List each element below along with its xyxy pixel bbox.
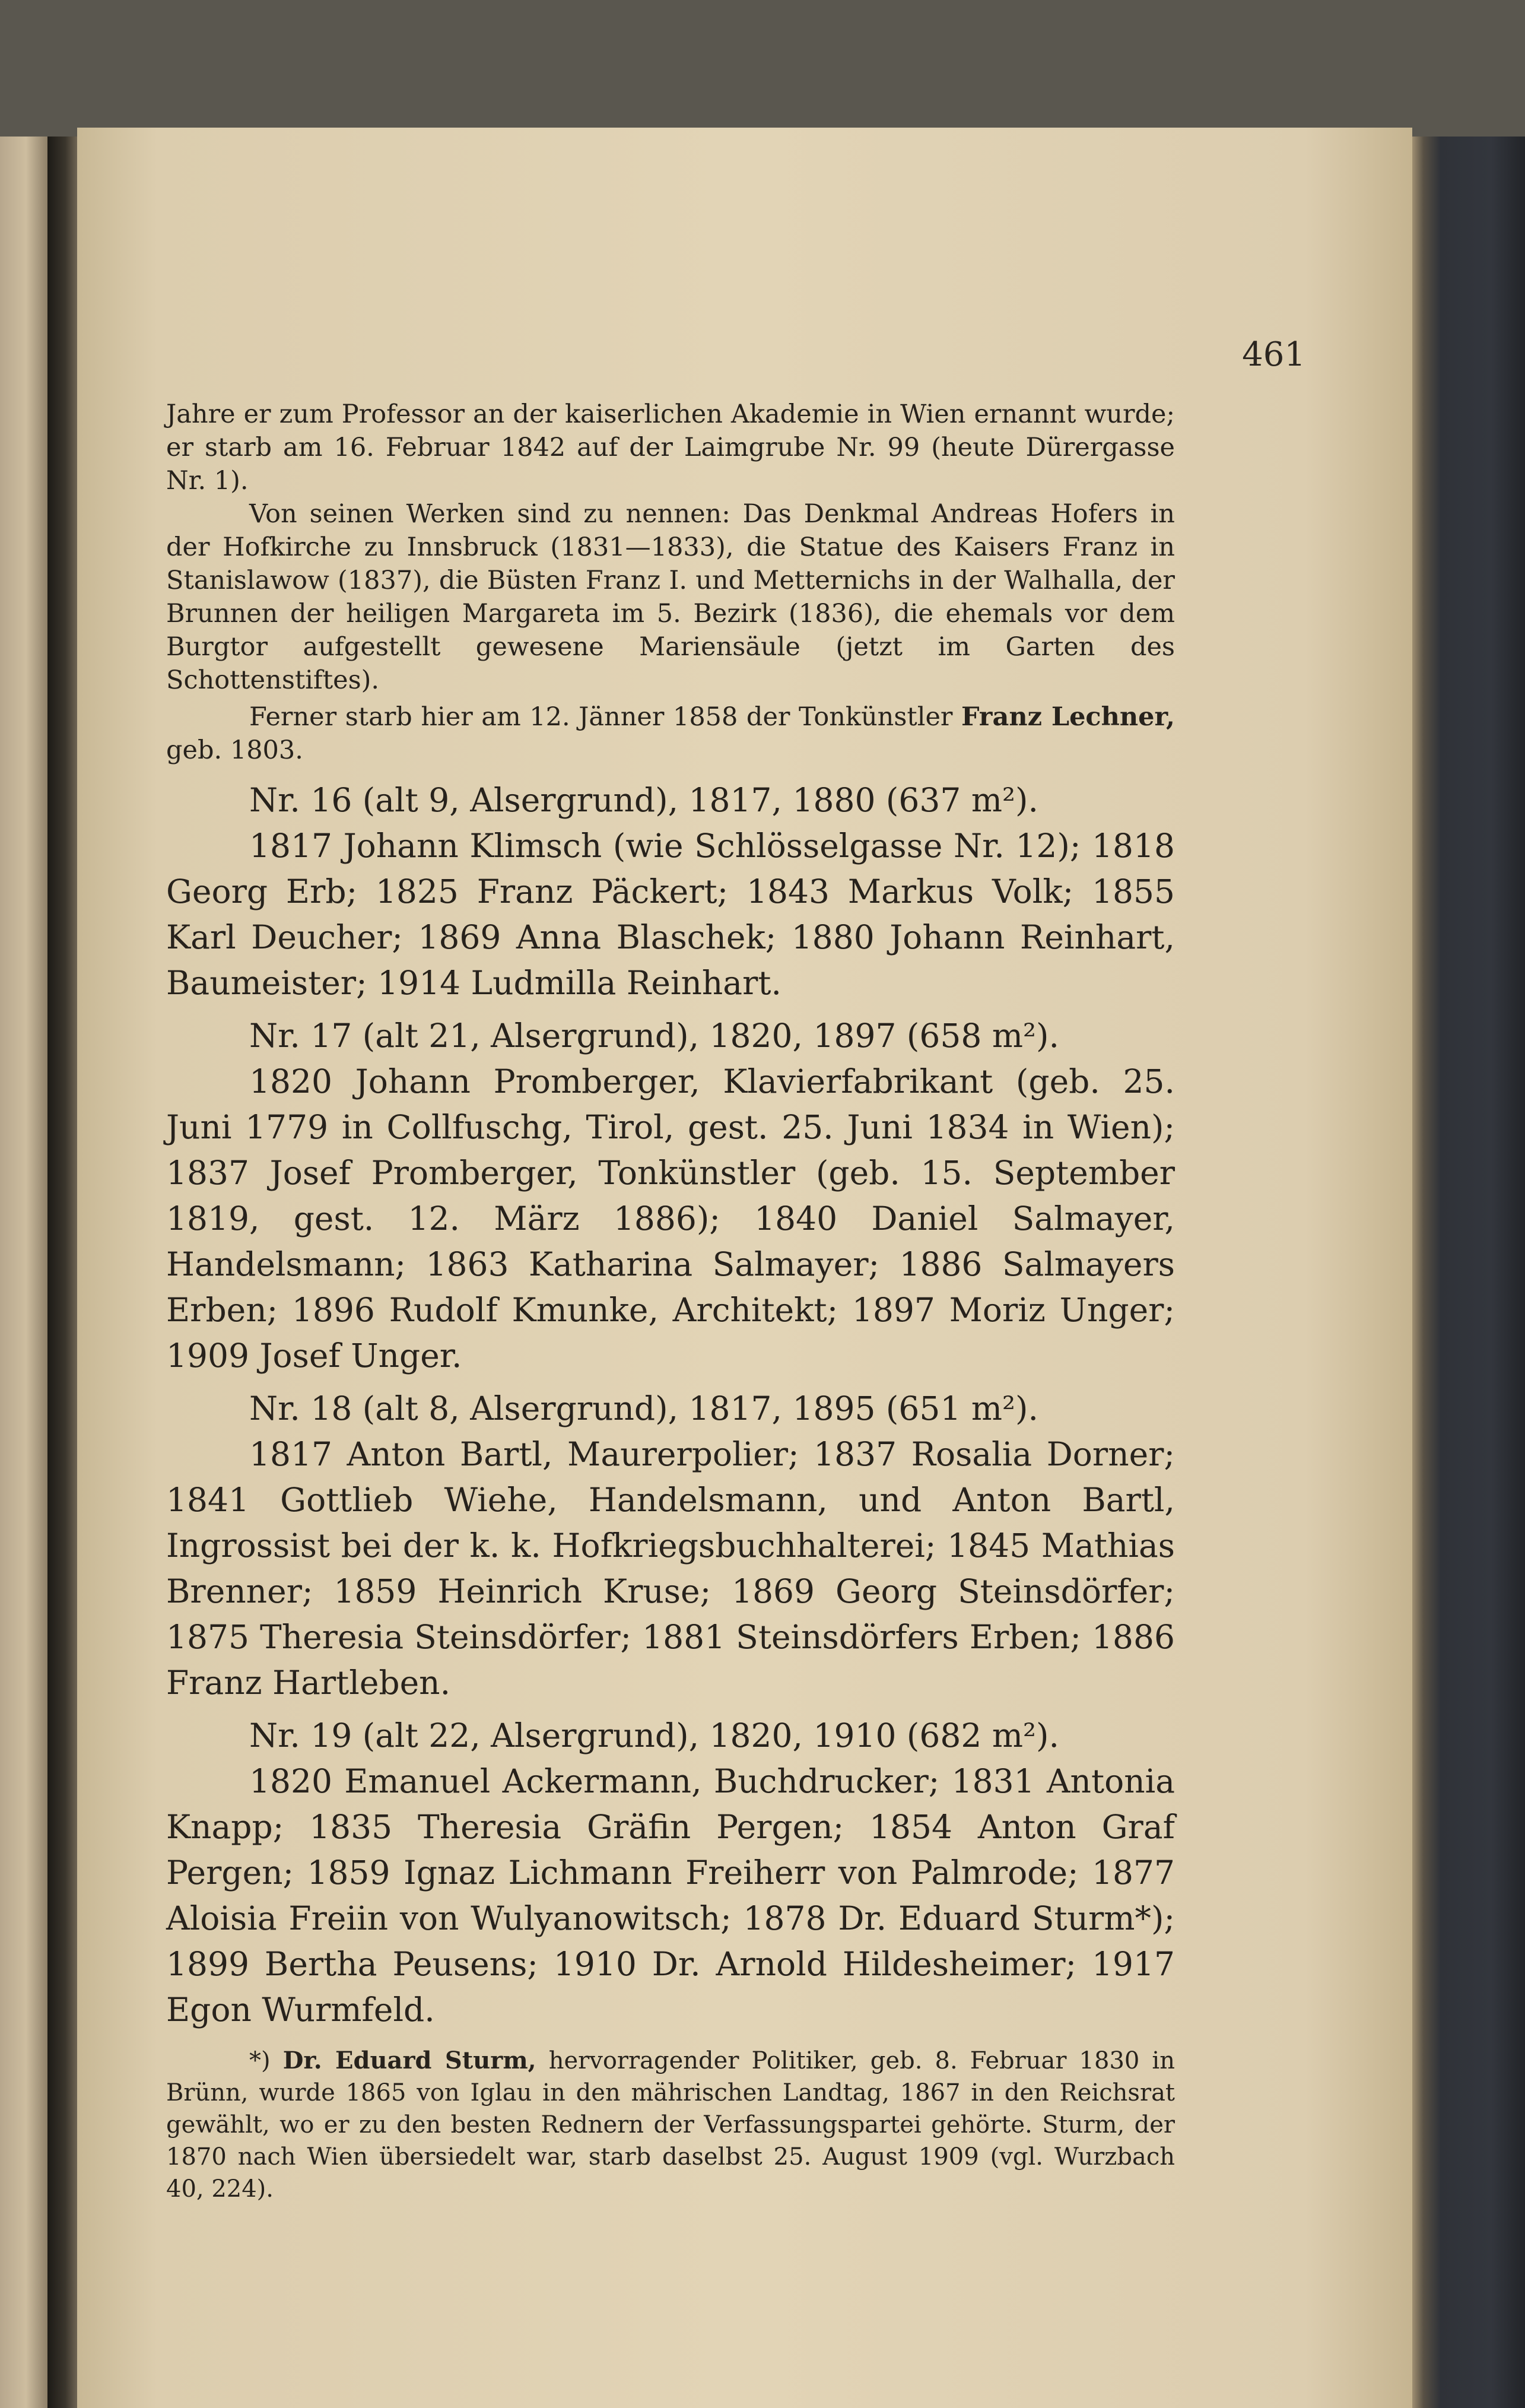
paragraph-lechner bbox=[166, 700, 1175, 767]
person-name-lechner: Franz Lechner, bbox=[961, 702, 1175, 732]
house-heading-16: Nr. 16 (alt 9, Alsergrund), 1817, 1880 (637 m²). bbox=[249, 781, 1038, 819]
footnote-name: Dr. Eduard Sturm, bbox=[282, 2047, 536, 2074]
paragraph-intro: Jahre er zum Professor an der kaiserlichen Akademie in Wien ernannt wurde; er starb am 16. Februar 1842 auf der Laimgrube Nr. 99 (heute Dürergasse Nr. 1). bbox=[166, 399, 1175, 496]
footnote-marker: *) bbox=[249, 2047, 271, 2074]
house-heading-18: Nr. 18 (alt 8, Alsergrund), 1817, 1895 (651 m²). bbox=[249, 1389, 1038, 1427]
book-gutter bbox=[47, 137, 77, 2408]
scan-background bbox=[0, 0, 1525, 137]
house-heading-17: Nr. 17 (alt 21, Alsergrund), 1820, 1897 (658 m²). bbox=[249, 1017, 1059, 1055]
paragraph-lechner-birth: geb. 1803. bbox=[166, 735, 303, 765]
footnote-text: hervorragender Politiker, geb. 8. Februar 1830 in Brünn, wurde 1865 von Iglau in den mährischen Landtag, 1867 in den Reichsrat gewählt, wo er zu den besten Rednern der Verfassungspartei gehörte. Sturm, der 1870 nach Wien übersiedelt war, starb daselbst 25. August 1909 (vgl. Wurzbach 40, 224). bbox=[166, 2047, 1175, 2203]
house-owners-18: 1817 Anton Bartl, Maurerpolier; 1837 Rosalia Dorner; 1841 Gottlieb Wiehe, Handelsmann, und Anton Bartl, Ingrossist bei der k. k. Hofkriegsbuchhalterei; 1845 Mathias Brenner; 1859 Heinrich Kruse; 1869 Georg Steinsdörfer; 1875 Theresia Steinsdörfer; 1881 Steinsdörfers Erben; 1886 Franz Hartleben. bbox=[166, 1435, 1175, 1702]
paragraph-works: Von seinen Werken sind zu nennen: Das Denkmal Andreas Hofers in der Hofkirche zu Innsbruck (1831—1833), die Statue des Kaisers Franz in Stanislawow (1837), die Büsten Franz I. und Metternichs in der Walhalla, der Brunnen der heiligen Margareta im 5. Bezirk (1836), die ehemals vor dem Burgtor aufgestellt gewesene Mariensäule (jetzt im Garten des Schottenstiftes). bbox=[166, 499, 1175, 695]
house-owners-17: 1820 Johann Promberger, Klavierfabrikant (geb. 25. Juni 1779 in Collfuschg, Tirol, gest. 25. Juni 1834 in Wien); 1837 Josef Promberger, Tonkünstler (geb. 15. September 1819, gest. 12. März 1886); 1840 Daniel Salmayer, Handelsmann; 1863 Katharina Salmayer; 1886 Salmayers Erben; 1896 Rudolf Kmunke, Architekt; 1897 Moriz Unger; 1909 Josef Unger. bbox=[166, 1062, 1175, 1375]
page-text-block bbox=[166, 398, 1175, 2229]
page-number: 461 bbox=[1242, 335, 1305, 374]
house-heading-19: Nr. 19 (alt 22, Alsergrund), 1820, 1910 (682 m²). bbox=[249, 1717, 1059, 1755]
footnote bbox=[166, 2045, 1175, 2205]
house-owners-16: 1817 Johann Klimsch (wie Schlösselgasse Nr. 12); 1818 Georg Erb; 1825 Franz Päckert; 1843 Markus Volk; 1855 Karl Deucher; 1869 Anna Blaschek; 1880 Johann Reinhart, Baumeister; 1914 Ludmilla Reinhart. bbox=[166, 827, 1175, 1002]
paragraph-lechner-text: Ferner starb hier am 12. Jänner 1858 der Tonkünstler bbox=[249, 702, 953, 732]
book-cover-edge bbox=[1412, 137, 1525, 2408]
house-owners-19: 1820 Emanuel Ackermann, Buchdrucker; 1831 Antonia Knapp; 1835 Theresia Gräfin Pergen; 1854 Anton Graf Pergen; 1859 Ignaz Lichmann Freiherr von Palmrode; 1877 Aloisia Freiin von Wulyanowitsch; 1878 Dr. Eduard Sturm*); 1899 Bertha Peusens; 1910 Dr. Arnold Hildesheimer; 1917 Egon Wurmfeld. bbox=[166, 1762, 1175, 2029]
left-page-edge bbox=[0, 137, 47, 2408]
